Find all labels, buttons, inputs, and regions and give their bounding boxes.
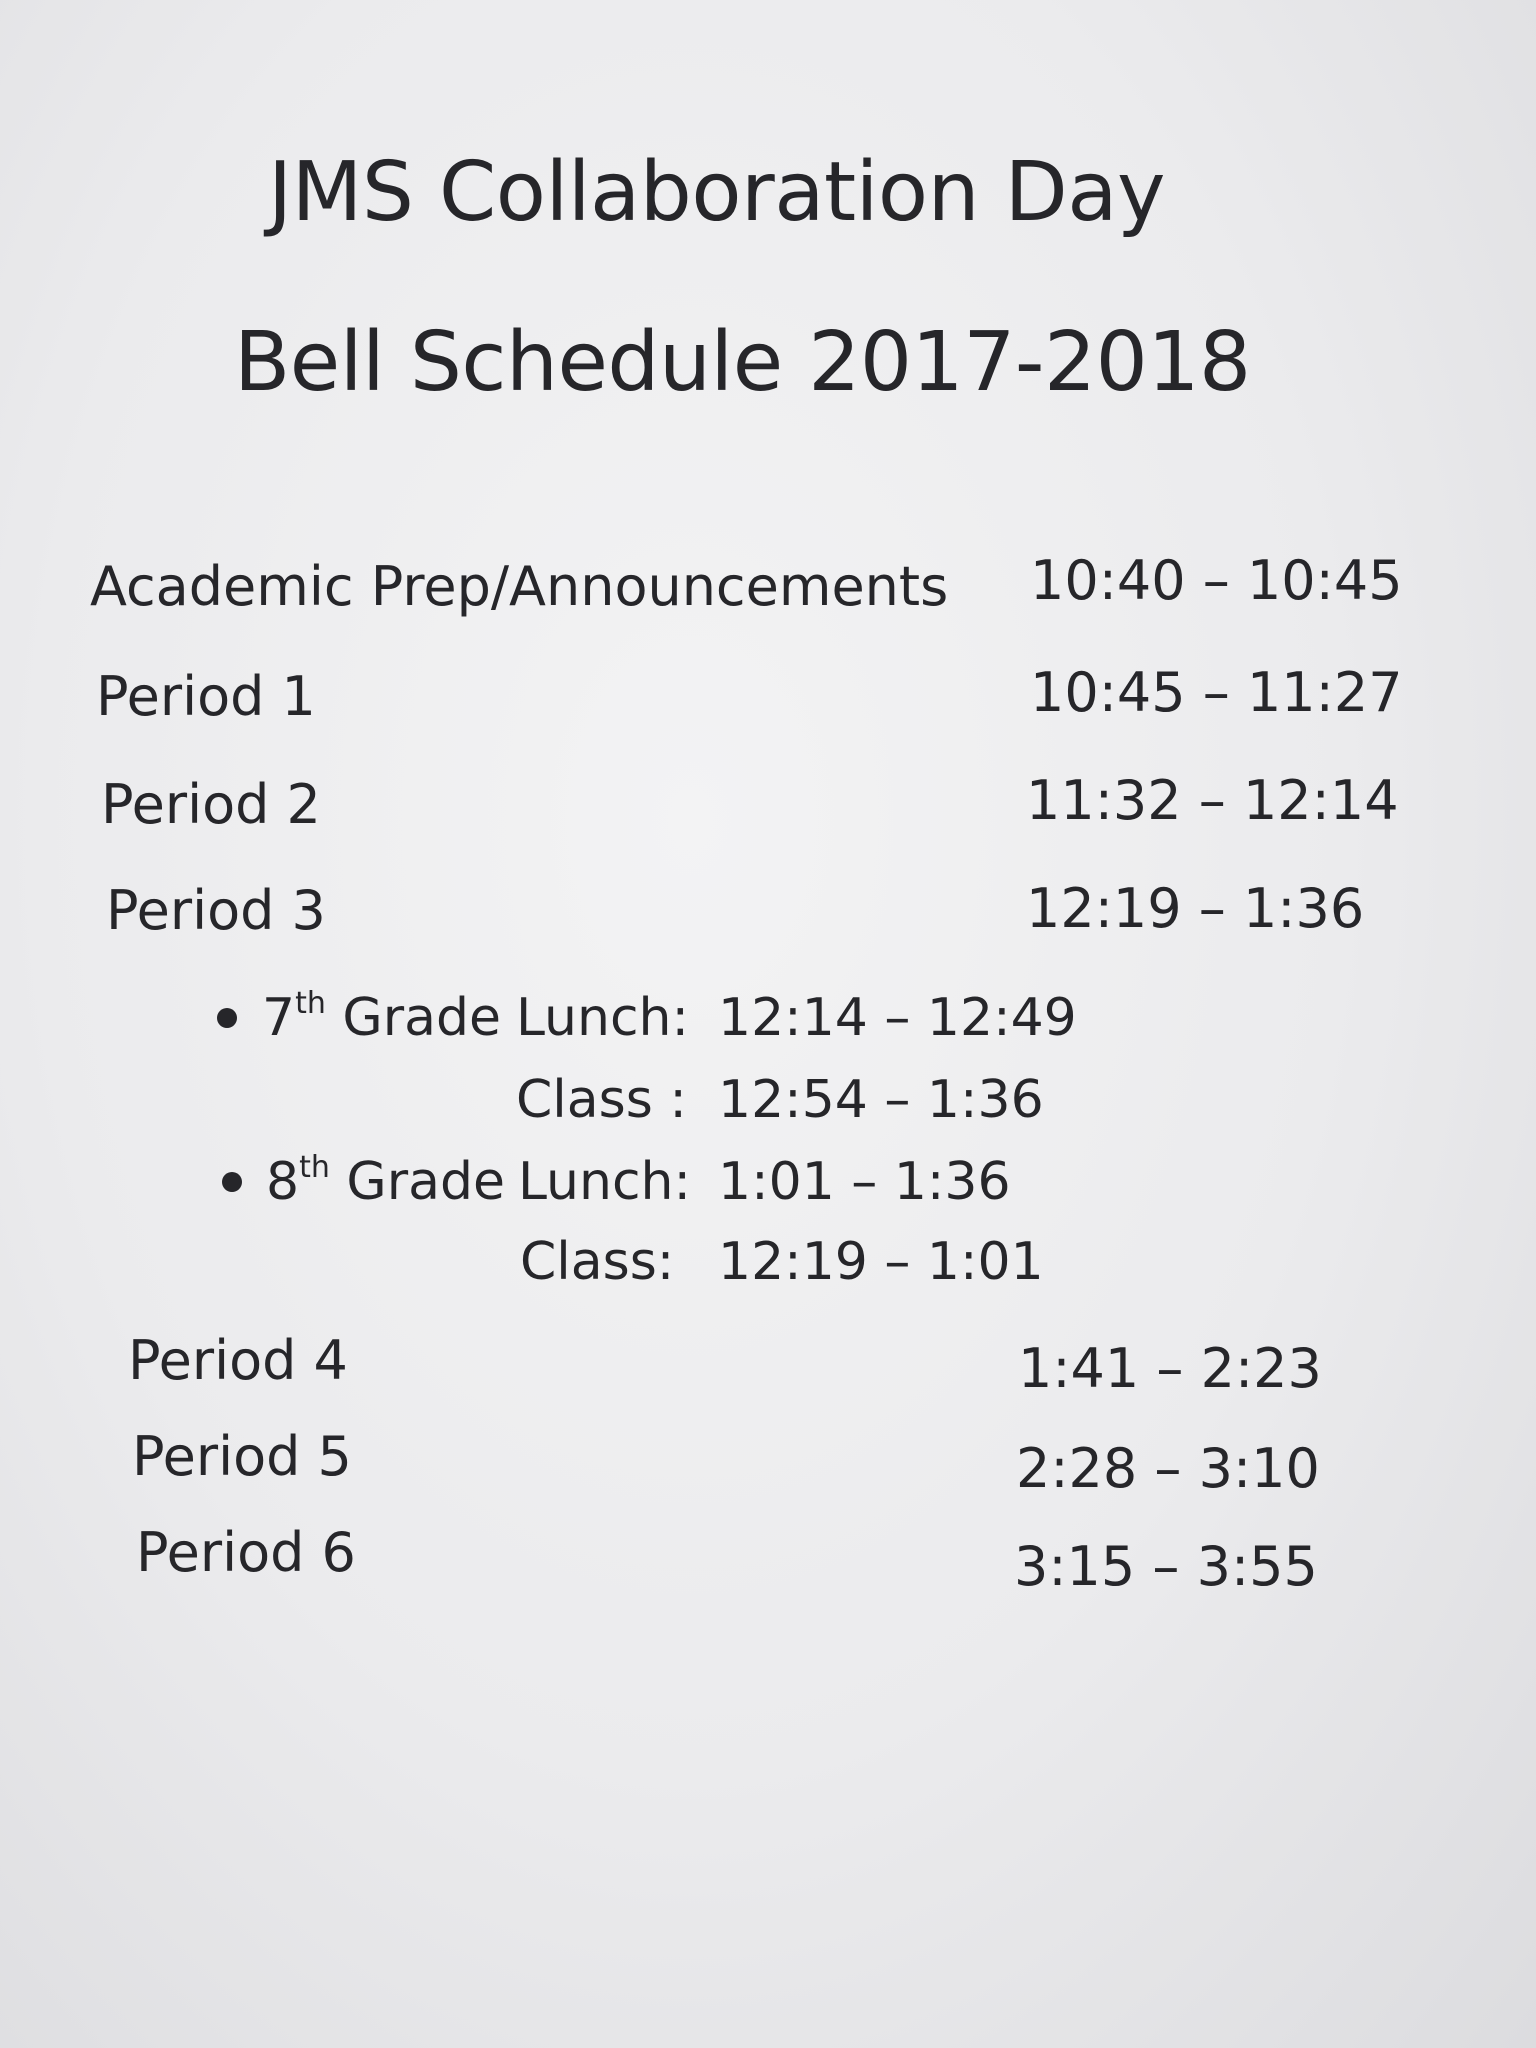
grade-7-class-time: 12:54 – 1:36 xyxy=(718,1070,1044,1130)
schedule-time-period-4: 1:41 – 2:23 xyxy=(1018,1337,1322,1400)
page-subtitle: Bell Schedule 2017-2018 xyxy=(234,315,1251,410)
schedule-label-academic-prep: Academic Prep/Announcements xyxy=(90,555,949,618)
schedule-label-period-1: Period 1 xyxy=(96,665,316,728)
grade-7-lunch-time: 12:14 – 12:49 xyxy=(718,988,1077,1048)
schedule-time-academic-prep: 10:40 – 10:45 xyxy=(1030,549,1403,612)
schedule-time-period-5: 2:28 – 3:10 xyxy=(1016,1437,1320,1500)
schedule-label-period-6: Period 6 xyxy=(136,1521,356,1584)
grade-7-class-label: Class : xyxy=(516,1070,687,1130)
grade-8-class-label: Class: xyxy=(520,1232,675,1292)
bullet-icon xyxy=(217,1008,237,1028)
schedule-time-period-6: 3:15 – 3:55 xyxy=(1014,1535,1318,1598)
schedule-time-period-1: 10:45 – 11:27 xyxy=(1030,661,1403,724)
schedule-time-period-3: 12:19 – 1:36 xyxy=(1026,877,1365,940)
page-title: JMS Collaboration Day xyxy=(268,145,1166,240)
schedule-label-period-5: Period 5 xyxy=(132,1425,352,1488)
grade-8-lunch-time: 1:01 – 1:36 xyxy=(718,1152,1011,1212)
schedule-label-period-2: Period 2 xyxy=(101,773,321,836)
schedule-time-period-2: 11:32 – 12:14 xyxy=(1026,769,1399,832)
grade-7-lunch-label: Lunch: xyxy=(516,988,690,1048)
bullet-icon xyxy=(222,1172,242,1192)
grade-8-label: 8th Grade xyxy=(266,1150,505,1212)
schedule-label-period-3: Period 3 xyxy=(106,879,326,942)
grade-7-label: 7th Grade xyxy=(262,986,501,1048)
schedule-label-period-4: Period 4 xyxy=(128,1329,348,1392)
grade-8-lunch-label: Lunch: xyxy=(518,1152,692,1212)
grade-8-class-time: 12:19 – 1:01 xyxy=(718,1232,1044,1292)
